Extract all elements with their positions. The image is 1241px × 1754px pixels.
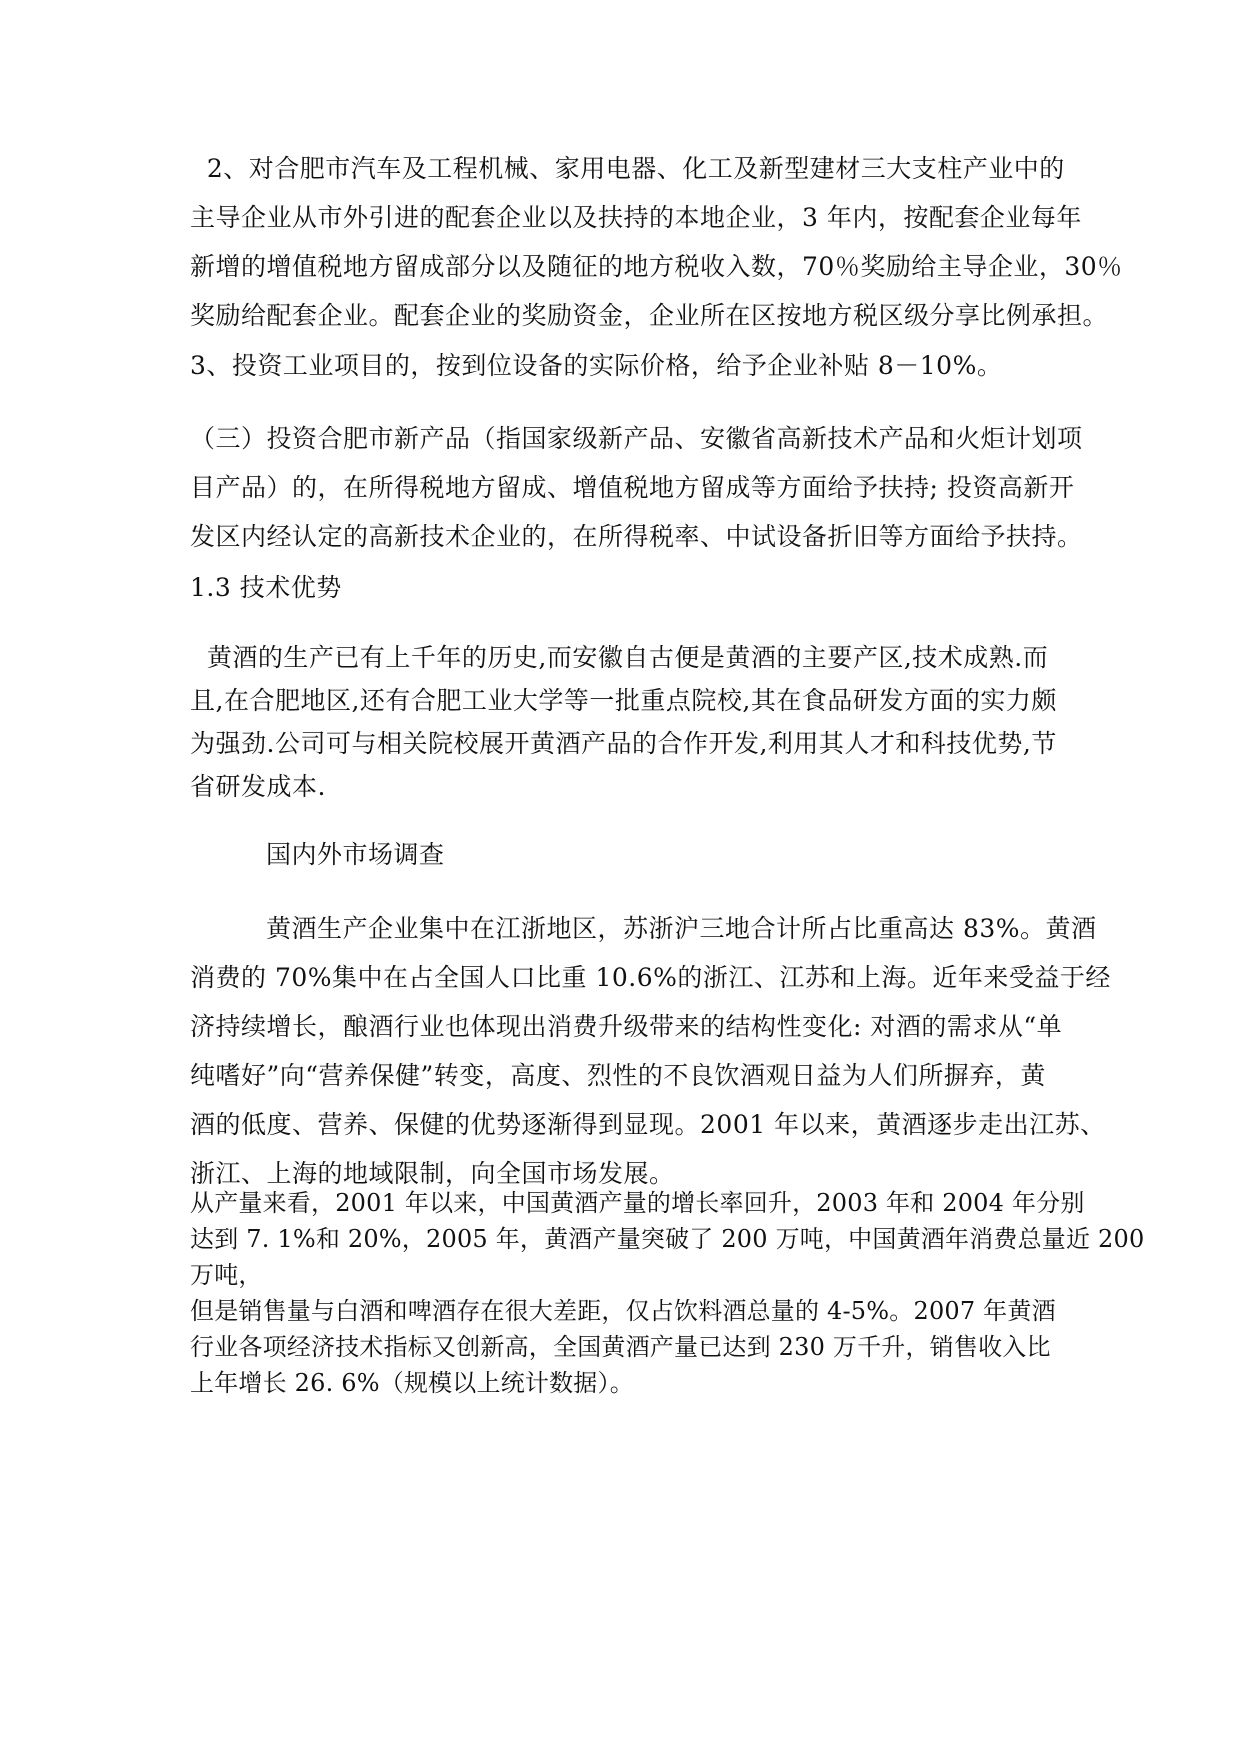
section-heading: 1.3 技术优势 [190,573,342,602]
text-line: 消费的 70%集中在占全国人口比重 10.6%的浙江、江苏和上海。近年来受益于经 [190,963,1111,992]
text-line: 酒的低度、营养、保健的优势逐渐得到显现。2001 年以来，黄酒逐步走出江苏、 [190,1110,1106,1139]
text-line: 3、投资工业项目的，按到位设备的实际价格，给予企业补贴 8－10%。 [190,351,1003,380]
text-line: 从产量来看，2001 年以来，中国黄酒产量的增长率回升，2003 年和 2004 年分别 [190,1189,1085,1217]
paragraph-support-policy-2 [190,144,1123,340]
section-heading-technical-advantage [190,563,1070,612]
text-line: 且,在合肥地区,还有合肥工业大学等一批重点院校,其在食品研发方面的实力颇 [190,686,1057,715]
text-line: 为强劲.公司可与相关院校展开黄酒产品的合作开发,利用其人才和科技优势,节 [190,729,1057,758]
text-line: 省研发成本. [190,772,326,801]
text-line: 纯嗜好”向“营养保健”转变，高度、烈性的不良饮酒观日益为人们所摒弃，黄 [190,1061,1046,1090]
paragraph-technical-advantage [190,636,1070,808]
text-line: 目产品）的，在所得税地方留成、增值税地方留成等方面给予扶持; 投资高新开 [190,473,1075,502]
paragraph-output-statistics [190,1185,1145,1401]
text-line: 行业各项经济技术指标又创新高，全国黄酒产量已达到 230 万千升，销售收入比 [190,1333,1051,1361]
text-line: （三）投资合肥市新产品（指国家级新产品、安徽省高新技术产品和火炬计划项 [190,424,1083,453]
paragraph-market-survey [190,904,1111,1198]
section-heading-market-survey [190,830,1070,879]
text-line: 浙江、上海的地域限制，向全国市场发展。 [190,1159,675,1188]
text-line: 新增的增值税地方留成部分以及随征的地方税收入数，70％奖励给主导企业，30％ [190,252,1123,281]
text-line: 上年增长 26. 6%（规模以上统计数据）。 [190,1369,634,1397]
text-line: 但是销售量与白酒和啤酒存在很大差距，仅占饮料酒总量的 4-5%。2007 年黄酒 [190,1297,1056,1325]
text-line: 黄酒的生产已有上千年的历史,而安徽自古便是黄酒的主要产区,技术成熟.而 [190,643,1049,672]
text-line: 济持续增长，酿酒行业也体现出消费升级带来的结构性变化: 对酒的需求从“单 [190,1012,1063,1041]
text-line: 发区内经认定的高新技术企业的，在所得税率、中试设备折旧等方面给予扶持。 [190,522,1083,551]
section-heading: 国内外市场调查 [190,840,445,869]
text-line: 万吨， [190,1261,263,1289]
paragraph-support-policy-3 [190,341,1070,390]
text-line: 黄酒生产企业集中在江浙地区，苏浙沪三地合计所占比重高达 83%。黄酒 [190,914,1097,943]
text-line: 达到 7. 1%和 20%，2005 年，黄酒产量突破了 200 万吨，中国黄酒年消费总量近 200 [190,1225,1145,1253]
text-line: 2、对合肥市汽车及工程机械、家用电器、化工及新型建材三大支柱产业中的 [190,154,1065,183]
text-line: 奖励给配套企业。配套企业的奖励资金，企业所在区按地方税区级分享比例承担。 [190,301,1109,330]
text-line: 主导企业从市外引进的配套企业以及扶持的本地企业，3 年内，按配套企业每年 [190,203,1082,232]
paragraph-new-products [190,414,1083,561]
